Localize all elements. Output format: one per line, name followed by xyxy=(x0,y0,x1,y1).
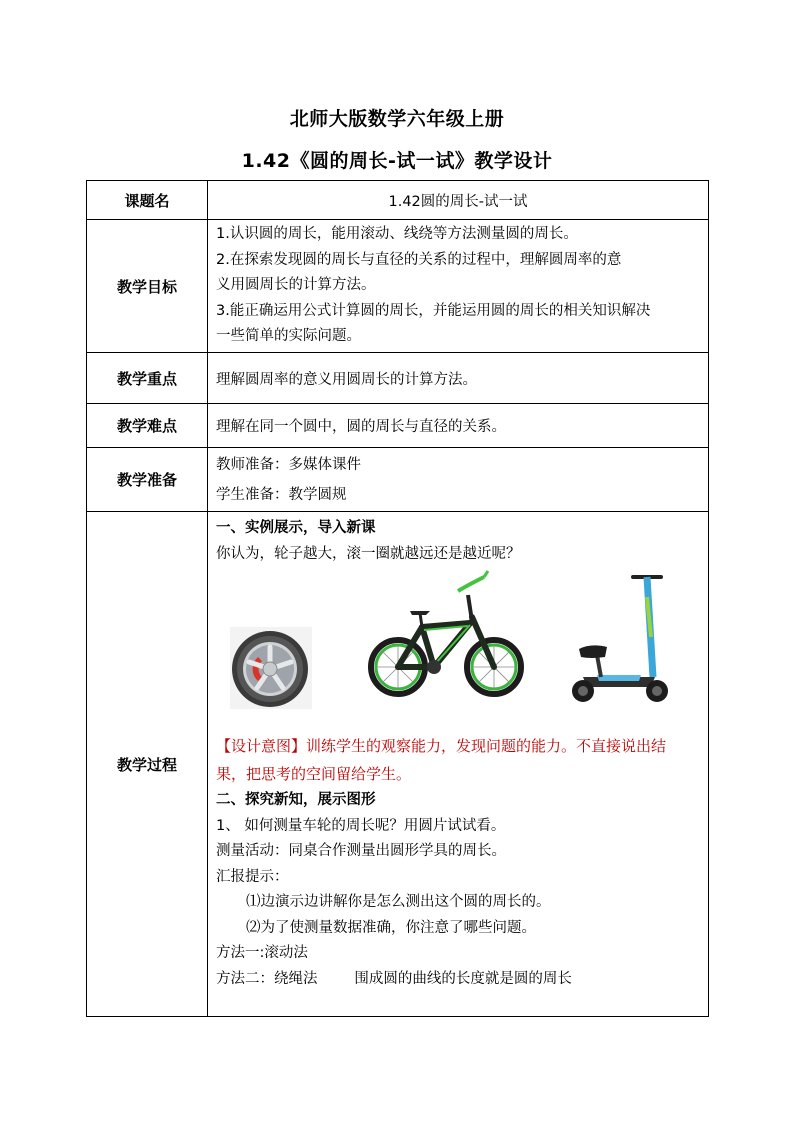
lesson-plan-table xyxy=(86,180,709,1017)
report-hint-2: ⑵为了使测量数据准确，你注意了哪些问题。 xyxy=(246,919,536,936)
preparation-content xyxy=(208,448,709,512)
goal-line: 一些简单的实际问题。 xyxy=(216,328,361,345)
section1-heading: 一、实例展示，导入新课 xyxy=(216,520,376,536)
row-preparation xyxy=(87,448,709,512)
topic-value: 1.42圆的周长-试一试 xyxy=(208,181,709,220)
method-2: 方法二：绕绳法 围成圆的曲线的长度就是圆的周长 xyxy=(216,970,572,987)
wheel-tire-image xyxy=(230,627,312,709)
label-process: 教学过程 xyxy=(87,512,208,1017)
question-1: 1、 如何测量车轮的周长呢？用圆片试试看。 xyxy=(216,817,506,834)
row-goals xyxy=(87,220,709,353)
electric-scooter-image xyxy=(561,567,681,707)
section2-heading: 二、探究新知，展示图形 xyxy=(216,792,376,808)
label-goals: 教学目标 xyxy=(87,220,208,353)
design-intent-text: 训练学生的观察能力，发现问题的能力。不直接说出结 xyxy=(306,737,667,755)
difficult-point-value: 理解在同一个圆中，圆的周长与直径的关系。 xyxy=(208,404,709,448)
design-intent-line1 xyxy=(216,732,702,760)
label-topic: 课题名 xyxy=(87,181,208,220)
goal-line: 3.能正确运用公式计算圆的周长，并能运用圆的周长的相关知识解决 xyxy=(216,302,651,319)
process-content xyxy=(208,512,709,1017)
row-key-point xyxy=(87,353,709,404)
bicycle-image xyxy=(366,567,528,707)
method-1: 方法一:滚动法 xyxy=(216,945,308,961)
goal-line: 1.认识圆的周长，能用滚动、线绕等方法测量圆的周长。 xyxy=(216,226,578,243)
design-intent-line2: 果，把思考的空间留给学生。 xyxy=(216,765,412,783)
label-key-point: 教学重点 xyxy=(87,353,208,404)
design-intent-tag: 【设计意图】 xyxy=(216,737,307,755)
report-hint-1: ⑴边演示边讲解你是怎么测出这个圆的周长的。 xyxy=(246,894,551,910)
doc-title-line2: 1.42《圆的周长-试一试》教学设计 xyxy=(241,150,553,172)
row-topic xyxy=(87,181,709,220)
row-process xyxy=(87,512,709,1017)
row-difficult-point xyxy=(87,404,709,448)
report-hint-title: 汇报提示： xyxy=(216,868,289,885)
label-difficult-point: 教学难点 xyxy=(87,404,208,448)
student-prep: 学生准备：教学圆规 xyxy=(216,486,347,503)
goal-line: 2.在探索发现圆的周长与直径的关系的过程中，理解圆周率的意 xyxy=(216,251,622,268)
teacher-prep: 教师准备：多媒体课件 xyxy=(216,456,361,473)
key-point-value: 理解圆周率的意义用圆周长的计算方法。 xyxy=(208,353,709,404)
goals-content xyxy=(208,220,709,353)
measure-activity: 测量活动：同桌合作测量出圆形学具的周长。 xyxy=(216,843,506,859)
example-images xyxy=(216,567,702,732)
intro-question: 你认为，轮子越大，滚一圈就越远还是越近呢？ xyxy=(216,545,521,562)
goal-line: 义用圆周长的计算方法。 xyxy=(216,277,376,294)
label-preparation: 教学准备 xyxy=(87,448,208,512)
doc-title-line1: 北师大版数学六年级上册 xyxy=(289,108,505,130)
